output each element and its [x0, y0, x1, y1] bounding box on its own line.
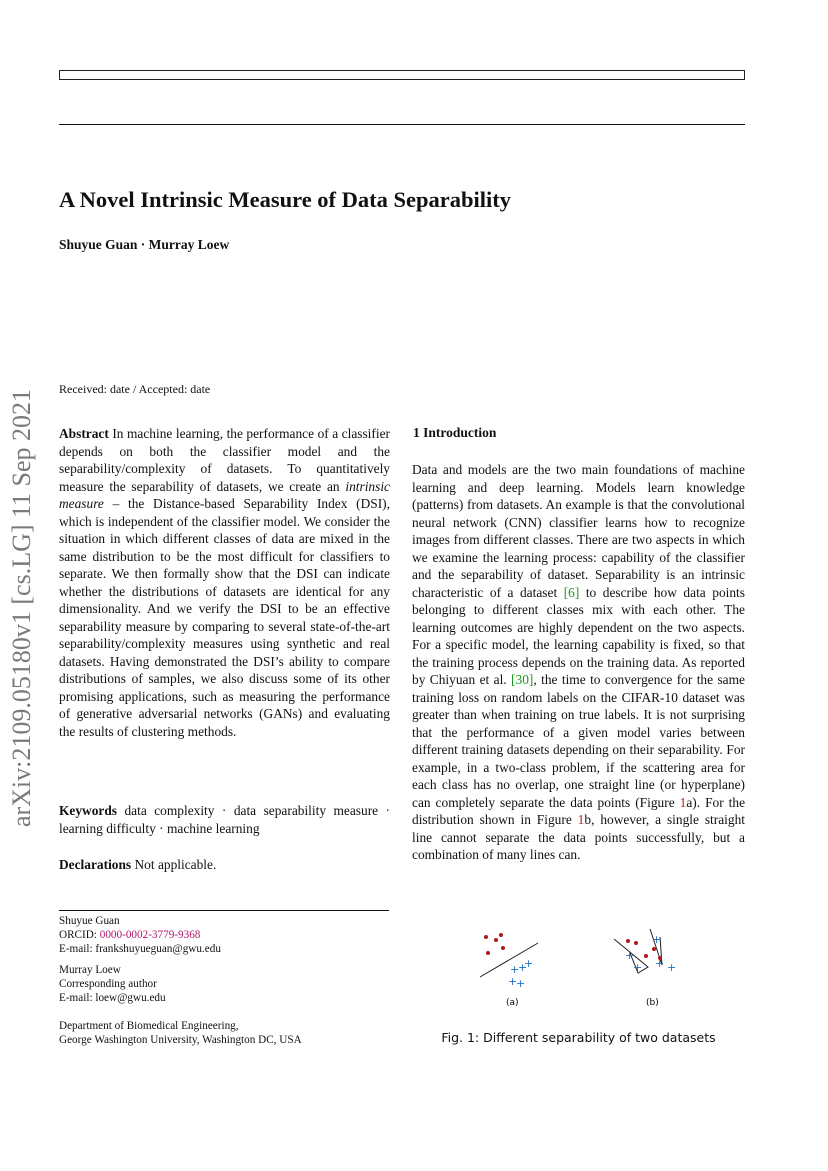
- orcid-label: ORCID:: [59, 929, 100, 941]
- abstract-italic: intrinsic measure: [59, 478, 390, 511]
- figure-ref-1b-sub: b: [584, 812, 592, 827]
- dot-b-2: [634, 941, 638, 945]
- declarations-text: Not applicable.: [134, 857, 217, 872]
- figure-caption: Fig. 1: Different separability of two datasets: [441, 1030, 716, 1045]
- running-header-box: [59, 70, 745, 80]
- intro-text-4: ). For the distribution shown in Figure: [412, 794, 746, 827]
- orcid-link[interactable]: 0000-0002-3779-9368: [99, 929, 201, 941]
- dot-a-2: [494, 938, 498, 942]
- citation-link-30[interactable]: [30]: [511, 672, 534, 687]
- plus-b-1: +: [652, 933, 662, 946]
- class-dots-a: [484, 933, 505, 955]
- intro-text-1: Data and models are the two main foundations of machine learning and deep learning. Models learn knowledge (patterns) from datasets. An example is that the convolutional neural network (CNN) classifier learns how to recognize images from different classes. There are two aspects in which we examine the learning process: capability of the classifier and the separability of dataset. Separability is an intrinsic characteristic of a dataset: [412, 462, 745, 600]
- received-date: Received: date / Accepted: date: [59, 382, 211, 396]
- arxiv-identifier: arXiv:2109.05180v1 [cs.LG] 11 Sep 2021: [7, 388, 36, 828]
- dot-b-3: [652, 947, 656, 951]
- author2-name: Murray Loew: [59, 964, 121, 976]
- section-heading: 1 Introduction: [413, 425, 497, 440]
- footnote-author2: [59, 963, 166, 1005]
- label-a: (a): [506, 998, 519, 1008]
- abstract-paragraph: [59, 425, 390, 740]
- author1-email: E-mail: frankshuyueguan@gwu.edu: [59, 943, 221, 955]
- footnote-affiliation: [59, 1019, 302, 1047]
- figure-ref-1b-num[interactable]: 1: [577, 812, 585, 827]
- abstract-text-b: – the Distance-based Separability Index (DSI), which is independent of the classifier model. We consider the situation in which different classes of data are mixed in the same distribution to be the most difficult for classifiers to separate. We then formally show that the DSI can indicate whether the distributions of datasets are identical for any dimensionality. And we verify the DSI to be an effective separability measure by comparing to several state-of-the-art separability/complexity measures using synthetic and real datasets. Having demonstrated the DSI’s ability to compare distributions of samples, we also discuss some of its other promising applications, such as measuring the performance of generative adversarial networks (GANs) and evaluating the results of clustering methods.: [59, 496, 390, 739]
- intro-text-2: to describe how data points belonging to different classes mix with each other. The learning outcomes are highly dependent on the two aspects. For a specific model, the learning capability is fixed, so that the training process depends on the training data. As reported by Chiyuan et al.: [412, 584, 745, 687]
- declarations-label: Declarations: [59, 857, 132, 872]
- dot-a-4: [486, 951, 490, 955]
- author2-email: E-mail: loew@gwu.edu: [59, 992, 166, 1004]
- footnote-rule: [59, 910, 389, 911]
- figure-ref-1a-num[interactable]: 1: [679, 794, 687, 810]
- paper-title: A Novel Intrinsic Measure of Data Separability: [59, 187, 512, 212]
- keywords-paragraph: [59, 802, 390, 837]
- intro-text-5: , however, a single straight line cannot separate the data points successfully, but a combination of many lines can.: [412, 812, 746, 862]
- plus-b-4: +: [655, 957, 665, 970]
- figure-1: [470, 925, 690, 1010]
- abstract-text-a: In machine learning, the performance of a classifier depends on both the classifier model and the separability/complexity of datasets. To quantitatively measure the separability of datasets, we create an: [59, 426, 390, 494]
- figure-1b: [614, 929, 676, 1008]
- plus-a-4: +: [508, 975, 518, 988]
- plus-b-5: +: [667, 961, 677, 974]
- plus-a-3: +: [524, 957, 534, 970]
- dot-a-3: [499, 933, 503, 937]
- keywords-text: data complexity · data separability measure · learning difficulty · machine learning: [59, 803, 390, 836]
- paper-authors: Shuyue Guan · Murray Loew: [59, 237, 230, 252]
- class-plus-a: [508, 957, 533, 990]
- label-b: (b): [646, 998, 659, 1008]
- title-rule: [59, 124, 745, 125]
- plus-b-3: +: [633, 961, 643, 974]
- orcid-line: [59, 928, 221, 942]
- footnote-author1: [59, 914, 221, 956]
- citation-link-6[interactable]: [6]: [563, 584, 580, 600]
- dot-b-4: [644, 954, 648, 958]
- class-plus-b: [625, 933, 676, 974]
- intro-text-3: , the time to convergence for the same training loss on random labels on the CIFAR-10 dataset was greater than when training on true labels. It is not surprising that the performance of a given model varies between different training datasets depending on their separability. For example, in a two-class problem, if the scattering area for each class has no overlap, one straight line (or hyperplane) can completely separate the data points (Figure: [412, 672, 745, 810]
- author1-name: Shuyue Guan: [59, 915, 120, 927]
- dot-a-1: [484, 935, 488, 939]
- affiliation-dept: Department of Biomedical Engineering,: [59, 1020, 239, 1032]
- plus-a-1: +: [510, 963, 520, 976]
- plus-b-2: +: [625, 949, 635, 962]
- figure-ref-1a-sub: a: [686, 794, 693, 810]
- keywords-label: Keywords: [59, 803, 118, 818]
- figure-1a: [480, 933, 538, 1008]
- dot-a-5: [501, 946, 505, 950]
- declarations-paragraph: [59, 856, 390, 874]
- dot-b-1: [626, 939, 630, 943]
- abstract-label: Abstract: [59, 426, 109, 441]
- plus-a-5: +: [516, 977, 526, 990]
- author2-role: Corresponding author: [59, 978, 157, 990]
- affiliation-univ: George Washington University, Washington DC, USA: [59, 1034, 302, 1046]
- plus-a-2: +: [518, 961, 528, 974]
- introduction-paragraph: [412, 461, 745, 864]
